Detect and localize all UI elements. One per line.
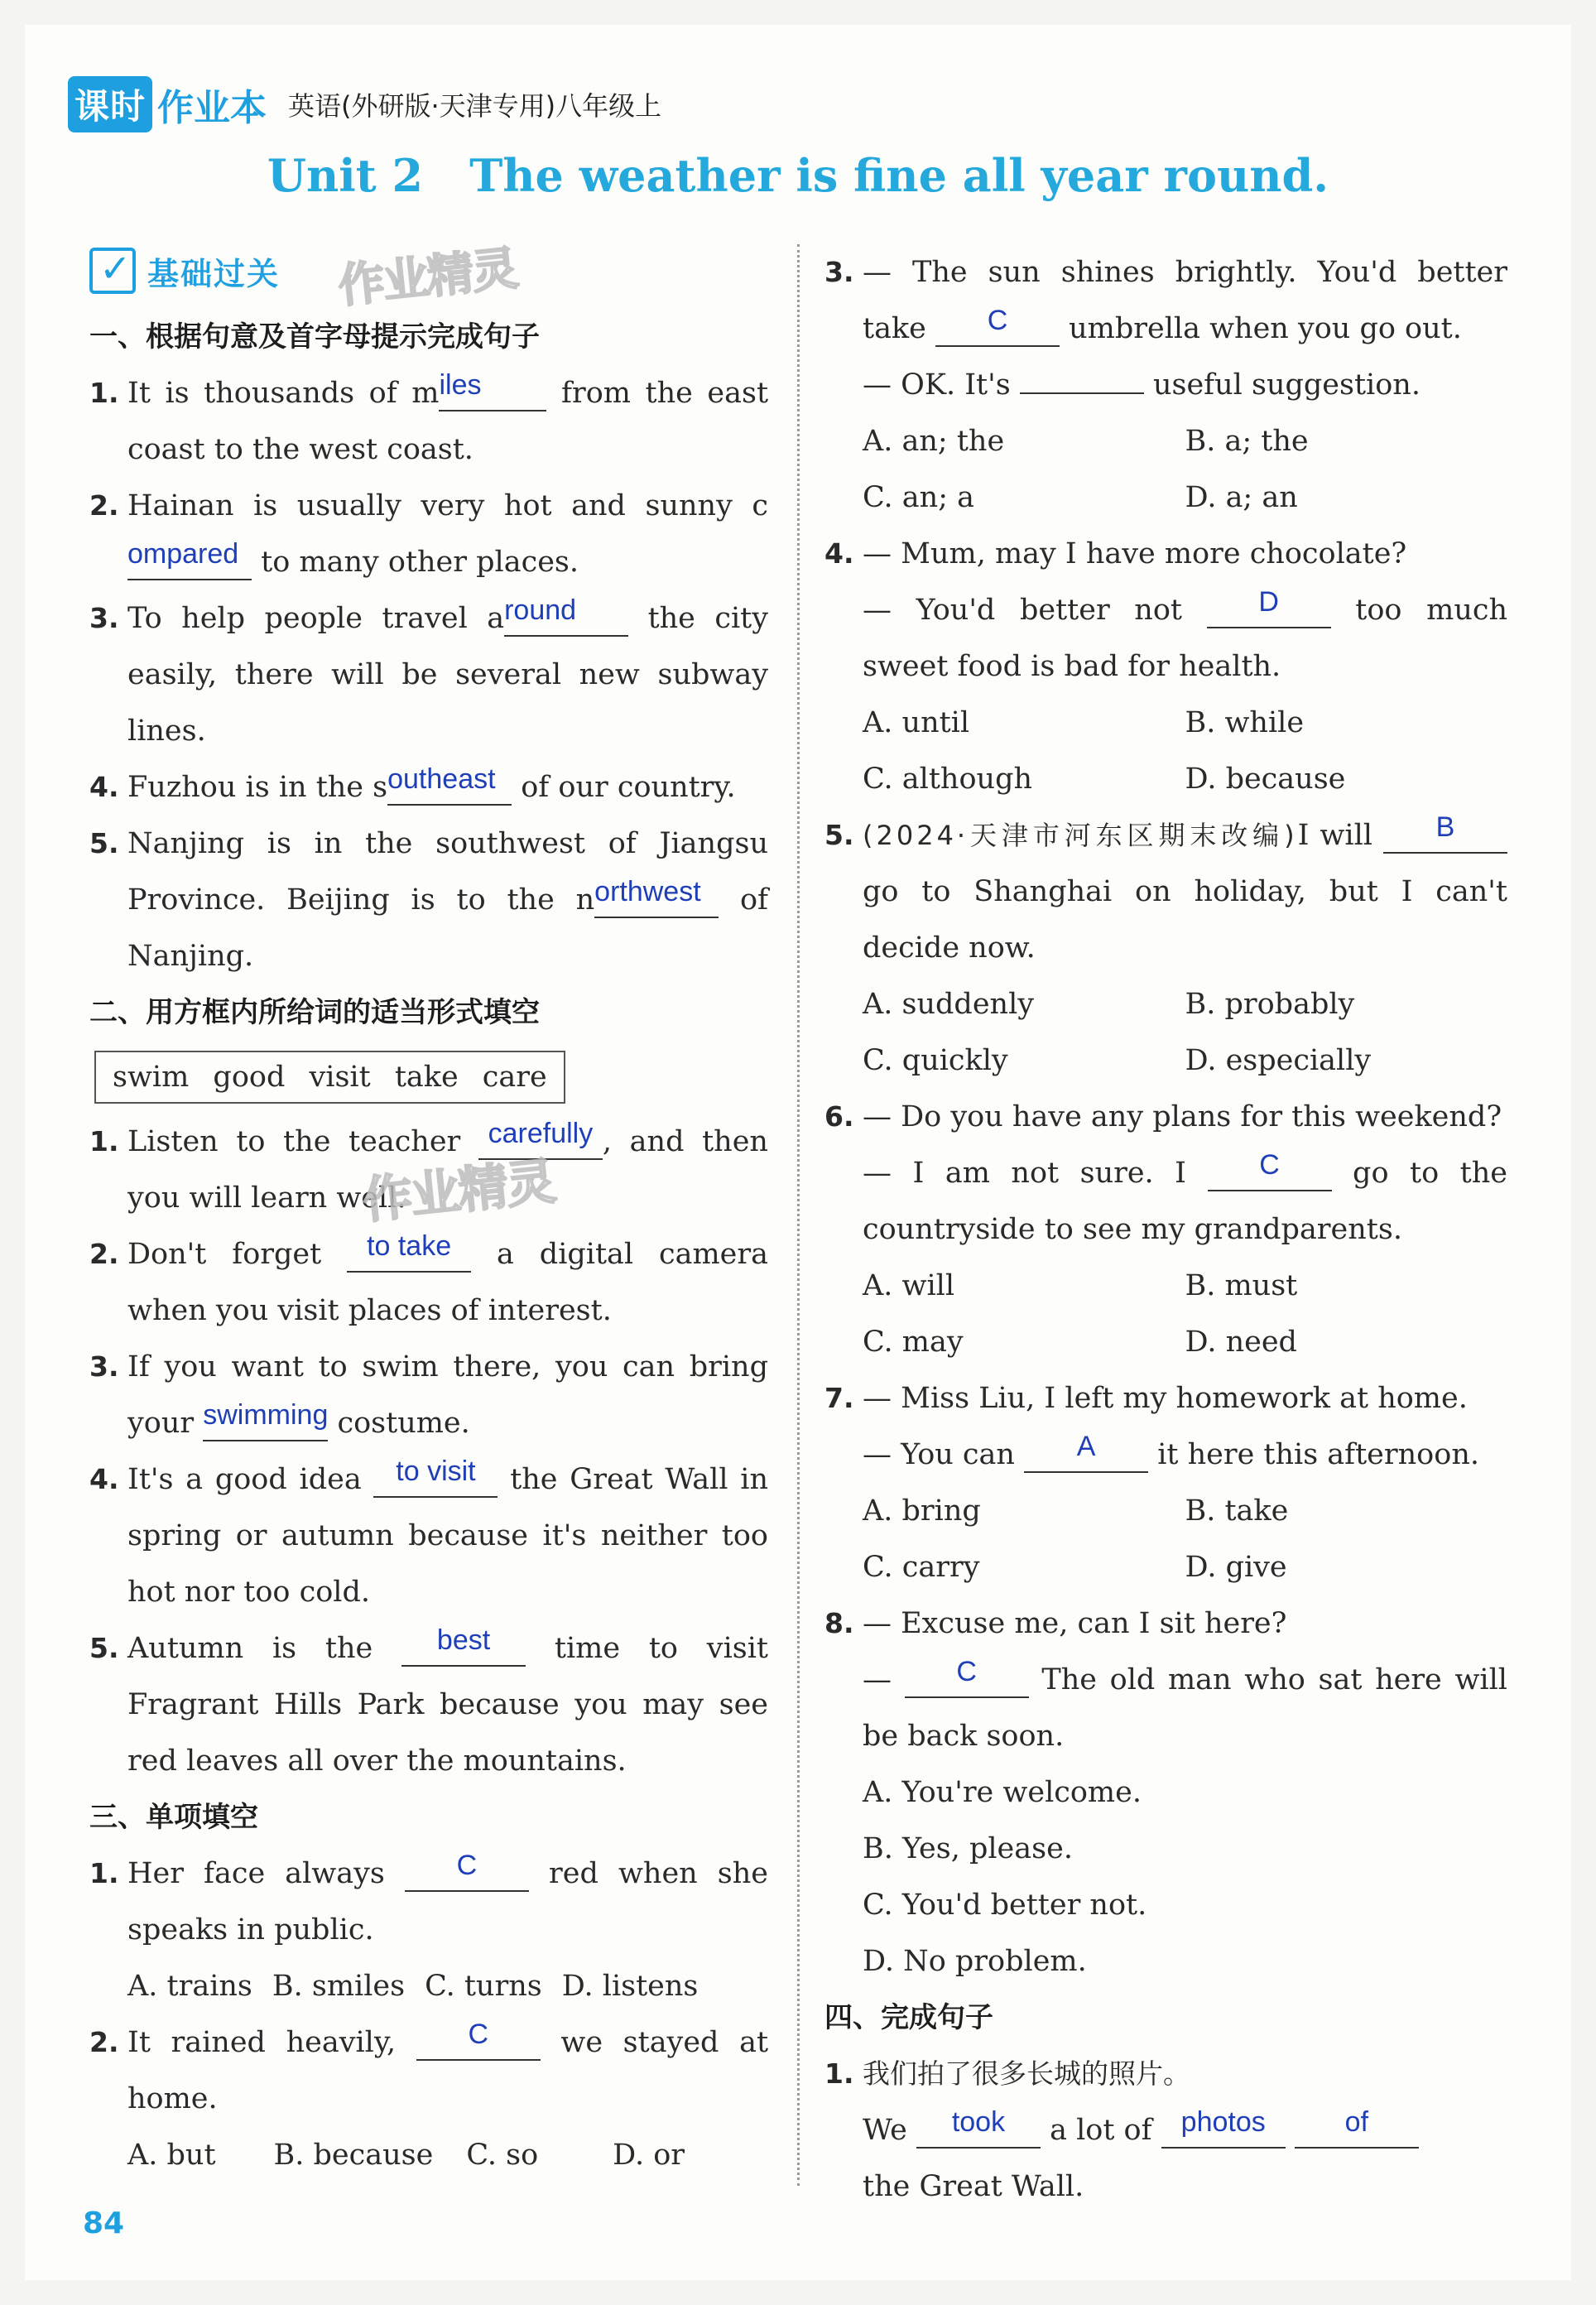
option-b[interactable]: B. a; the <box>1185 425 1309 458</box>
q-text: — I am not sure. I <box>863 1157 1208 1190</box>
answer-blank[interactable] <box>203 1399 329 1441</box>
q-text: I will <box>1297 819 1383 852</box>
q-text: — Excuse me, can I sit here? <box>863 1607 1287 1640</box>
s3-q3-options <box>824 413 1507 469</box>
q-text: Hainan is usually very hot and sunny <box>127 489 752 522</box>
answer-blank[interactable] <box>439 369 546 411</box>
q-letter: s <box>373 771 388 804</box>
q-text: — Mum, may I have more chocolate? <box>863 537 1407 570</box>
brand-box: 课时 <box>68 76 152 132</box>
q-num: 5. <box>89 1632 119 1664</box>
q-text: from the east coast to the west coast. <box>127 377 769 466</box>
option-a[interactable]: A. suddenly <box>863 988 1035 1021</box>
option-d[interactable]: D. or <box>613 2139 685 2172</box>
option-c[interactable]: C. You'd better not. <box>863 1889 1147 1922</box>
answer-text: B <box>1435 811 1455 843</box>
option-d[interactable]: D. listens <box>561 1970 699 2003</box>
q-text: — The sun shines brightly. You'd better take <box>863 256 1507 345</box>
q-text: It rained heavily, <box>127 2026 416 2059</box>
s3-q5-options-2 <box>824 1032 1507 1089</box>
answer-text: photos <box>1180 2106 1266 2138</box>
s3-q8-option-b <box>824 1821 1507 1877</box>
q-num: 6. <box>824 1100 854 1133</box>
answer-text: C <box>456 1850 478 1881</box>
q-num: 1. <box>89 377 119 409</box>
q-text: too much sweet food is bad for health. <box>863 594 1507 683</box>
q-text: To help people travel <box>127 602 488 635</box>
option-c[interactable]: C. an; a <box>863 481 974 514</box>
s3-q5-options <box>824 976 1507 1032</box>
option-c[interactable]: C. turns <box>425 1970 542 2003</box>
q-text: of our country. <box>512 771 736 804</box>
option-c[interactable]: C. carry <box>863 1551 980 1584</box>
q-text: Fuzhou is in the <box>127 771 373 804</box>
q-text: we stayed at home. <box>127 2026 769 2115</box>
q-text: the Great Wall in spring or autumn because it's neither too hot nor too cold. <box>127 1463 768 1609</box>
q-text: Listen to the teacher <box>127 1125 478 1158</box>
option-b[interactable]: B. because <box>273 2139 434 2172</box>
q-text: — You'd better not <box>863 594 1207 627</box>
s3-q3-options-2 <box>824 469 1507 526</box>
q-num: 1. <box>824 2057 854 2090</box>
brand-logo <box>68 76 267 132</box>
q-text: costume. <box>328 1407 470 1440</box>
s2-question-1 <box>89 1114 768 1230</box>
s3-q2-options <box>89 2127 768 2183</box>
s3-q4-options <box>824 695 1507 751</box>
q-text: it here this afternoon. <box>1148 1438 1479 1471</box>
s3-q8-option-a <box>824 1764 1507 1821</box>
q-text: The old man who sat here will be back soon. <box>863 1663 1507 1753</box>
answer-blank[interactable] <box>127 538 252 580</box>
option-d[interactable]: D. a; an <box>1185 481 1298 514</box>
s3-q6-options <box>824 1258 1507 1314</box>
column-divider <box>797 244 800 2186</box>
answer-blank[interactable] <box>373 1456 498 1498</box>
q-text: of Nanjing. <box>127 883 768 973</box>
option-b[interactable]: B. probably <box>1185 988 1355 1021</box>
answer-text: C <box>956 1656 977 1687</box>
s3-question-6 <box>824 1089 1507 1258</box>
q-num: 2. <box>89 1238 119 1270</box>
answer-text: carefully <box>488 1118 594 1149</box>
q-text: It is thousands of <box>127 377 412 410</box>
right-column <box>824 244 1507 2215</box>
option-b[interactable]: B. take <box>1185 1494 1289 1528</box>
s2-question-5 <box>89 1620 768 1789</box>
answer-text: iles <box>439 369 482 401</box>
q-letter: n <box>575 883 595 917</box>
answer-blank[interactable] <box>1207 586 1331 628</box>
answer-text: to take <box>367 1230 452 1262</box>
option-c[interactable]: C. although <box>863 763 1033 796</box>
answer-text: outheast <box>387 763 496 795</box>
option-b[interactable]: B. while <box>1185 706 1305 739</box>
left-column <box>89 241 769 2183</box>
answer-blank[interactable] <box>1208 1149 1332 1191</box>
answer-text: of <box>1344 2106 1369 2138</box>
answer-blank[interactable] <box>916 2106 1041 2149</box>
option-a[interactable]: A. until <box>863 706 970 739</box>
answer-blank[interactable] <box>387 763 512 806</box>
q-letter: m <box>411 377 440 410</box>
q-num: 8. <box>824 1607 854 1639</box>
section-1-title: 一、根据句意及首字母提示完成句子 <box>89 320 540 354</box>
check-icon: ✓ <box>99 246 132 291</box>
q-text: It's a good idea <box>127 1463 374 1496</box>
watermark: 作业精灵 <box>359 1152 558 1230</box>
answer-text: to visit <box>396 1456 476 1487</box>
answer-text: ompared <box>127 538 239 570</box>
answer-blank[interactable] <box>1383 811 1507 854</box>
q-num: 4. <box>89 1463 119 1495</box>
s3-question-4 <box>824 526 1507 695</box>
q-num: 3. <box>824 256 854 288</box>
q-chinese: 我们拍了很多长城的照片。 <box>863 2057 1190 2090</box>
q-text: the city easily, there will be several new subway lines. <box>127 602 768 748</box>
q-num: 3. <box>89 1350 119 1383</box>
answer-blank[interactable] <box>1295 2106 1419 2149</box>
book-subtitle: 英语(外研版·天津专用)八年级上 <box>288 90 662 122</box>
q-source: (2024·天津市河东区期末改编) <box>863 820 1298 851</box>
q-text: umbrella when you go out. <box>1059 312 1462 345</box>
option-b[interactable]: B. must <box>1185 1269 1298 1302</box>
option-a[interactable]: A. will <box>863 1269 955 1302</box>
q-letter: a <box>487 602 505 635</box>
option-c[interactable]: C. quickly <box>863 1044 1008 1077</box>
q-text: a lot of <box>1040 2114 1161 2147</box>
option-b[interactable]: B. smiles <box>272 1970 406 2003</box>
section-4-title: 四、完成句子 <box>824 2001 993 2034</box>
option-a[interactable]: A. bring <box>863 1494 981 1528</box>
s3-q1-options <box>89 1958 768 2014</box>
s3-q7-options-2 <box>824 1539 1507 1595</box>
s3-q4-options-2 <box>824 751 1507 807</box>
section-2-title: 二、用方框内所给词的适当形式填空 <box>89 996 540 1029</box>
option-d[interactable]: D. No problem. <box>863 1945 1087 1978</box>
q-text: useful suggestion. <box>1143 368 1421 402</box>
s1-question-2 <box>89 478 768 590</box>
q-num: 2. <box>89 489 119 522</box>
q-text: — Miss Liu, I left my homework at home. <box>863 1382 1468 1415</box>
word-box: swim good visit take care <box>94 1051 565 1104</box>
q-text: — Do you have any plans for this weekend? <box>863 1100 1502 1133</box>
answer-text: C <box>468 2019 489 2050</box>
q-text: the Great Wall. <box>863 2170 1084 2203</box>
q-text: — You can <box>863 1438 1025 1471</box>
s2-question-2 <box>89 1226 768 1339</box>
q-text: If you want to swim there, you can bring your <box>127 1350 768 1440</box>
s2-question-4 <box>89 1451 768 1620</box>
answer-blank[interactable] <box>347 1230 471 1273</box>
answer-blank[interactable] <box>504 594 628 637</box>
s3-q8-option-d <box>824 1933 1507 1990</box>
answer-text: swimming <box>203 1399 329 1431</box>
q-num: 4. <box>824 537 854 570</box>
s2-question-3 <box>89 1339 768 1451</box>
answer-text: D <box>1258 586 1279 618</box>
s1-question-4 <box>89 759 768 816</box>
option-d[interactable]: D. need <box>1185 1326 1297 1359</box>
option-a[interactable]: A. but <box>127 2139 216 2172</box>
answer-text: best <box>436 1624 491 1656</box>
s3-question-7 <box>824 1370 1507 1483</box>
q-text: — OK. It's <box>863 368 1020 402</box>
option-a[interactable]: A. an; the <box>863 425 1005 458</box>
option-a[interactable]: A. trains <box>127 1970 252 2003</box>
answer-blank[interactable] <box>1161 2106 1286 2149</box>
s3-q8-option-c <box>824 1877 1507 1933</box>
q-num: 7. <box>824 1382 854 1414</box>
answer-blank[interactable] <box>594 876 719 918</box>
option-d[interactable]: D. especially <box>1185 1044 1372 1077</box>
answer-blank[interactable] <box>935 305 1060 347</box>
option-d[interactable]: D. give <box>1185 1551 1287 1584</box>
s3-question-2 <box>89 2014 768 2127</box>
q-text: Don't forget <box>127 1238 348 1271</box>
q-text: Autumn is the <box>127 1632 402 1665</box>
q-num: 3. <box>89 602 119 634</box>
s4-question-1 <box>824 2046 1507 2215</box>
answer-text: orthwest <box>594 876 701 907</box>
q-text: go to Shanghai on holiday, but I can't decide now. <box>863 875 1507 965</box>
answer-blank-empty[interactable] <box>1020 392 1144 394</box>
s3-question-1 <box>89 1845 768 1958</box>
answer-blank[interactable] <box>905 1656 1029 1698</box>
badge-text: 基础过关 <box>147 255 281 292</box>
check-box-icon <box>89 248 136 294</box>
q-letter: c <box>752 489 768 522</box>
answer-text: took <box>951 2106 1006 2138</box>
q-num: 5. <box>89 827 119 859</box>
s3-q6-options-2 <box>824 1314 1507 1370</box>
section-badge <box>89 241 768 315</box>
q-num: 1. <box>89 1125 119 1157</box>
page-number: 84 <box>83 2206 125 2240</box>
s1-question-1 <box>89 365 768 478</box>
q-num: 5. <box>824 819 854 851</box>
q-text: red when she speaks in public. <box>127 1857 768 1946</box>
answer-text: round <box>504 594 577 626</box>
answer-blank[interactable] <box>405 1850 529 1892</box>
q-text: a digital camera when you visit places of interest. <box>127 1238 768 1327</box>
s1-question-5 <box>89 816 768 984</box>
unit-title <box>0 149 1596 202</box>
option-b[interactable]: B. Yes, please. <box>863 1832 1073 1865</box>
brand-tail: 作业本 <box>157 87 267 129</box>
unit-label: Unit 2 <box>267 149 424 202</box>
page-header <box>68 76 661 132</box>
s3-question-5 <box>824 807 1507 976</box>
q-text: to many other places. <box>252 546 579 579</box>
q-num: 4. <box>89 771 119 803</box>
q-num: 1. <box>89 1857 119 1889</box>
q-text: Nanjing is in the southwest of Jiangsu Province. Beijing is to the <box>127 827 768 917</box>
answer-text: C <box>987 305 1008 336</box>
q-text: — <box>863 1663 905 1696</box>
q-text: We <box>863 2114 916 2147</box>
q-num: 2. <box>89 2026 119 2058</box>
q-text: , and then you will learn well. <box>127 1125 768 1215</box>
answer-blank[interactable] <box>1024 1431 1148 1473</box>
watermark: 作业精灵 <box>335 241 520 315</box>
s3-question-8 <box>824 1595 1507 1764</box>
s1-question-3 <box>89 590 768 759</box>
q-text: Her face always <box>127 1857 405 1890</box>
answer-text: C <box>1259 1149 1280 1181</box>
option-d[interactable]: D. because <box>1185 763 1346 796</box>
section-3-title: 三、单项填空 <box>89 1801 258 1834</box>
q-text: go to the countryside to see my grandparents. <box>863 1157 1507 1246</box>
option-c[interactable]: C. may <box>863 1326 964 1359</box>
answer-blank[interactable] <box>416 2019 541 2061</box>
q-text: time to visit Fragrant Hills Park because you may see red leaves all over the mountains. <box>127 1632 768 1778</box>
option-c[interactable]: C. so <box>466 2139 539 2172</box>
s3-q7-options <box>824 1483 1507 1539</box>
answer-blank[interactable] <box>401 1624 526 1667</box>
answer-text: A <box>1076 1431 1096 1462</box>
s3-question-3 <box>824 244 1507 413</box>
unit-heading: The weather is fine all year round. <box>469 149 1329 202</box>
option-a[interactable]: A. You're welcome. <box>863 1776 1142 1809</box>
